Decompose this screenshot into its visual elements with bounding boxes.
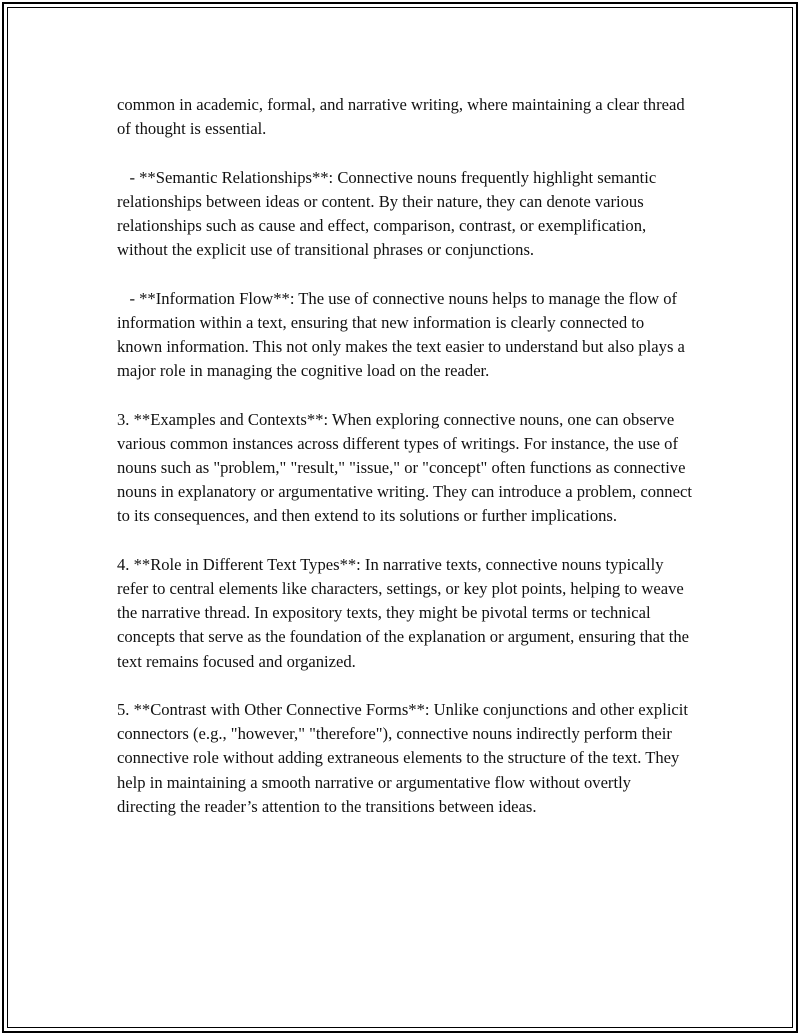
paragraph-contrast-connective-forms: 5. **Contrast with Other Connective Forms**: Unlike conjunctions and other explicit connectors (e.g., "however," "therefore"), connective nouns indirectly perform their connective role without adding extraneous elements to the structure of the text. They help in maintaining a smooth narrative or argumentative flow without overtly directing the reader’s attention to the transitions between ideas. (117, 700, 693, 816)
paragraph-examples-and-contexts: 3. **Examples and Contexts**: When exploring connective nouns, one can observe various common instances across different types of writings. For instance, the use of nouns such as "problem," "result," "issue," or "concept" often functions as connective nouns in explanatory or argumentative writing. They can introduce a problem, connect to its consequences, and then extend to its solutions or further implications. (117, 409, 697, 526)
document-body (117, 93, 697, 819)
paragraph-semantic-relationships: - **Semantic Relationships**: Connective nouns frequently highlight semantic relationships between ideas or content. By their nature, they can denote various relationships such as cause and effect, comparison, contrast, or exemplification, without the explicit use of transitional phrases or conjunctions. (117, 167, 661, 260)
paragraph-role-in-text-types: 4. **Role in Different Text Types**: In narrative texts, connective nouns typically refer to central elements like characters, settings, or key plot points, helping to weave the narrative thread. In expository texts, they might be pivotal terms or technical concepts that serve as the foundation of the explanation or argument, ensuring that the text remains focused and organized. (117, 554, 694, 671)
paragraph-information-flow: - **Information Flow**: The use of connective nouns helps to manage the flow of information within a text, ensuring that new information is clearly connected to known information. This not only makes the text easier to understand but also plays a major role in managing the cognitive load on the reader. (117, 288, 690, 381)
paragraph-intro-continuation: common in academic, formal, and narrative writing, where maintaining a clear thread of thought is essential. (117, 95, 689, 139)
